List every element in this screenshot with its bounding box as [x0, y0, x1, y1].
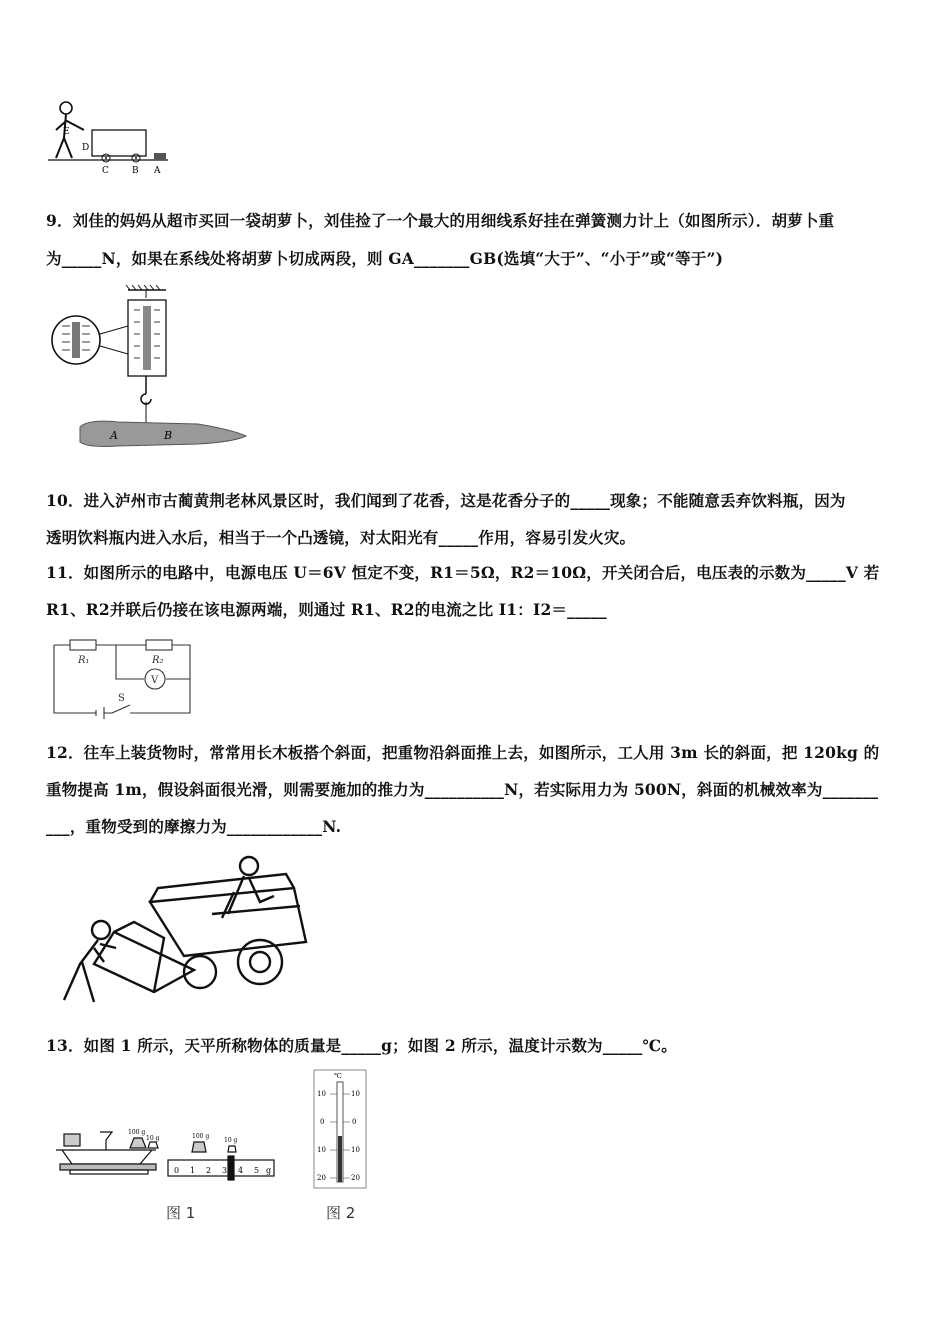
figure-2-caption: 图 2: [326, 1204, 356, 1222]
svg-text:0: 0: [352, 1118, 357, 1126]
svg-text:0: 0: [174, 1166, 180, 1175]
svg-text:A: A: [110, 429, 118, 442]
svg-text:100 g: 100 g: [128, 1129, 146, 1136]
question-9-line2: 为_____N，如果在系线处将胡萝卜切成两段，则 GA_______GB(选填“大于”、“小于”或“等于”): [46, 249, 724, 268]
svg-text:5: 5: [254, 1166, 260, 1175]
balance-figure: [52, 1118, 280, 1188]
svg-text:R₂: R₂: [152, 655, 164, 666]
svg-text:20: 20: [351, 1174, 360, 1182]
svg-text:A: A: [154, 166, 161, 176]
svg-text:10 g: 10 g: [224, 1137, 238, 1144]
svg-text:2: 2: [206, 1166, 212, 1175]
spring-scale-carrot-figure: [48, 284, 253, 454]
question-12-line1: 12．往车上装货物时，常常用长木板搭个斜面，把重物沿斜面推上去，如图所示，工人用 3m 长的斜面，把 120kg 的: [46, 743, 880, 762]
svg-text:D: D: [82, 143, 90, 153]
thermometer-figure: [312, 1068, 368, 1192]
svg-text:g: g: [266, 1166, 272, 1175]
svg-text:10: 10: [317, 1090, 326, 1098]
question-11-line1: 11．如图所示的电路中，电源电压 U＝6V 恒定不变，R1＝5Ω，R2＝10Ω，开关闭合后，电压表的示数为_____V 若: [46, 563, 880, 582]
svg-text:20: 20: [317, 1174, 326, 1182]
svg-text:B: B: [132, 166, 139, 176]
question-10-line1: 10．进入泸州市古蔺黄荆老林风景区时，我们闻到了花香，这是花香分子的_____现象；不能随意丢弃饮料瓶，因为: [46, 491, 846, 510]
svg-text:10: 10: [317, 1146, 326, 1154]
svg-text:B: B: [164, 429, 173, 442]
cart-figure: [44, 100, 174, 178]
svg-text:4: 4: [238, 1166, 244, 1175]
svg-text:R₁: R₁: [78, 655, 90, 666]
figure-1-caption: 图 1: [166, 1204, 196, 1222]
svg-text:℃: ℃: [334, 1072, 342, 1080]
svg-text:S: S: [118, 693, 125, 704]
svg-text:10: 10: [351, 1090, 360, 1098]
svg-text:0: 0: [320, 1118, 325, 1126]
question-13-line1: 13．如图 1 所示，天平所称物体的质量是_____g；如图 2 所示，温度计示数为_____℃。: [46, 1036, 677, 1055]
svg-text:10 g: 10 g: [146, 1135, 160, 1142]
svg-text:3: 3: [222, 1166, 228, 1175]
svg-text:1: 1: [190, 1166, 196, 1175]
svg-text:10: 10: [351, 1146, 360, 1154]
question-10-line2: 透明饮料瓶内进入水后，相当于一个凸透镜，对太阳光有_____作用，容易引发火灾。: [46, 528, 636, 547]
question-12-line3: ___，重物受到的摩擦力为____________N.: [46, 817, 342, 836]
question-11-line2: R1、R2并联后仍接在该电源两端，则通过 R1、R2的电流之比 I1：I2＝_____: [46, 600, 607, 619]
question-12-line2: 重物提高 1m，假设斜面很光滑，则需要施加的推力为__________N，若实际用力为 500N，斜面的机械效率为_______: [46, 780, 879, 799]
truck-ramp-figure: [54, 852, 310, 1014]
svg-text:V: V: [151, 675, 159, 686]
circuit-figure: [50, 633, 198, 719]
svg-text:100 g: 100 g: [192, 1133, 210, 1140]
svg-text:C: C: [102, 166, 109, 176]
question-9-line1: 9．刘佳的妈妈从超市买回一袋胡萝卜，刘佳捡了一个最大的用细线系好挂在弹簧测力计上（如图所示）．胡萝卜重: [46, 211, 835, 230]
svg-text:E: E: [63, 127, 70, 137]
